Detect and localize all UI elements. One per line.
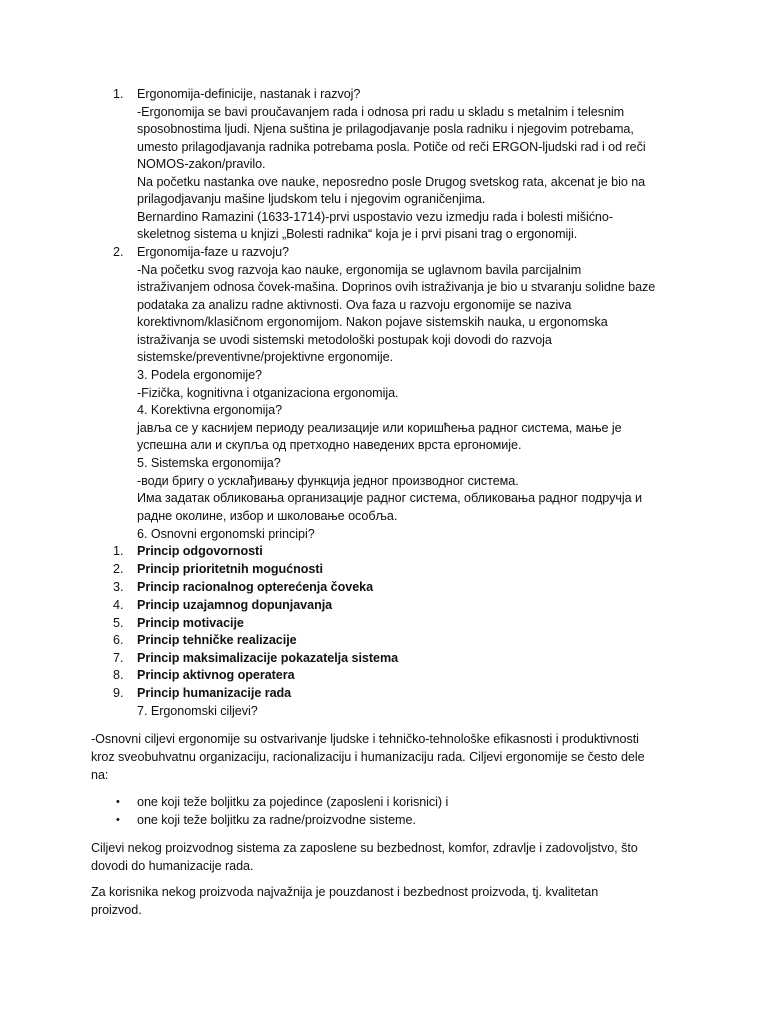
principle-item: Princip tehničke realizacije — [137, 633, 297, 647]
section2-line: istraživanja se uvodi sistemski metodološki postupak koji dovodi do razvoja — [137, 332, 552, 347]
principle-number: 9. — [113, 686, 124, 700]
principle-number: 7. — [113, 651, 124, 665]
section5-line: Има задатак обликовања организације радног система, обликовања радног подручја и — [137, 491, 642, 505]
principle-item: Princip maksimalizacije pokazatelja sistema — [137, 651, 399, 665]
section5-heading: 5. Sistemska ergonomija? — [137, 456, 281, 470]
principle-item: Princip motivacije — [137, 616, 244, 630]
principle-number: 8. — [113, 668, 124, 682]
section1-line: sposobnostima ljudi. Njena suština je prilagodjavanje posla radniku i njegovim potrebama, — [137, 122, 634, 136]
paragraph-line: dovodi do humanizacije rada. — [91, 859, 254, 873]
section1-line: -Ergonomija se bavi proučavanjem rada i odnosa pri radu u skladu s metalnim i telesnim — [137, 104, 625, 119]
section2-heading: Ergonomija-faze u razvoju? — [137, 245, 290, 259]
section2-line: sistemske/preventivne/projektivne ergonomije. — [137, 350, 394, 364]
section4-line: јавља се у каснијем периоду реализације или коришћења радног система, мање је — [137, 420, 622, 435]
bullet-dot: • — [116, 796, 120, 808]
section2-line: korektivnom/klasičnom ergonomijom. Nakon pojave sistemskih nauka, u ergonomska — [137, 315, 608, 329]
section1-line: skeletnog sistema u knjizi „Bolesti radnika“ koja je i prvi pisani trag o ergonomiji. — [137, 227, 578, 241]
section5-line: -води бригу о усклађивању функција једног производног система. — [137, 473, 519, 488]
section1-line: Na početku nastanka ove nauke, neposredno posle Drugog svetskog rata, akcenat je bio na — [137, 174, 646, 189]
section6-heading: 6. Osnovni ergonomski principi? — [137, 527, 315, 541]
principle-item: Princip odgovornosti — [137, 544, 263, 558]
section2-line: istraživanjem odnosa čovek-mašina. Doprinos ovih istraživanja je bio u stvaranju solidne baze — [137, 280, 656, 294]
section1-heading: Ergonomija-definicije, nastanak i razvoj? — [137, 87, 361, 101]
principle-number: 1. — [113, 544, 124, 558]
paragraph-line: proizvod. — [91, 903, 142, 917]
principle-item: Princip aktivnog operatera — [137, 668, 295, 682]
paragraph-line: Ciljevi nekog proizvodnog sistema za zaposlene su bezbednost, komfor, zdravlje i zadovoljstvo, što — [91, 841, 638, 855]
principle-item: Princip racionalnog opterećenja čoveka — [137, 580, 374, 594]
section1-line: NOMOS-zakon/pravilo. — [137, 157, 266, 171]
principle-item: Princip humanizacije rada — [137, 686, 292, 700]
section4-heading: 4. Korektivna ergonomija? — [137, 403, 283, 417]
section1-line: prilagodjavanju mašine ljudskom telu i njegovim ograničenjima. — [137, 192, 486, 206]
bullet-item: one koji teže boljitku za pojedince (zaposleni i korisnici) i — [137, 795, 449, 809]
section1-number: 1. — [113, 87, 124, 101]
section5-line: радне околине, избор и школовање особља. — [137, 508, 398, 523]
paragraph-line: Za korisnika nekog proizvoda najvažnija je pouzdanost i bezbednost proizvoda, tj. kvalitetan — [91, 885, 599, 899]
principle-item: Princip uzajamnog dopunjavanja — [137, 598, 333, 612]
section3-heading: 3. Podela ergonomije? — [137, 368, 262, 382]
principle-number: 3. — [113, 580, 124, 594]
bullet-dot: • — [116, 814, 120, 826]
section7-intro-line: na: — [91, 768, 109, 782]
principle-item: Princip prioritetnih mogućnosti — [137, 562, 323, 576]
section7-intro-line: -Osnovni ciljevi ergonomije su ostvarivanje ljudske i tehničko-tehnološke efikasnosti i produktivnosti — [91, 732, 639, 746]
section1-line: Bernardino Ramazini (1633-1714)-prvi uspostavio vezu izmedju rada i bolesti mišićno- — [137, 209, 613, 224]
bullet-item: one koji teže boljitku za radne/proizvodne sisteme. — [137, 813, 416, 827]
section2-line: podataka za analizu radne aktivnosti. Ova faza u razvoju ergonomije se naziva — [137, 297, 572, 312]
section2-line: -Na početku svog razvoja kao nauke, ergonomija se uglavnom bavila parcijalnim — [137, 262, 582, 277]
section4-line: успешна али и скупља од претходно наведених врста ергономије. — [137, 438, 522, 452]
section7-intro-line: kroz sveobuhvatnu organizaciju, racionalizaciju i humanizaciju rada. Ciljevi ergonomije se često dele — [91, 750, 645, 764]
section2-number: 2. — [113, 245, 124, 259]
principle-number: 5. — [113, 616, 124, 630]
section1-line: umesto prilagodjavanja radnika potrebama posla. Potiče od reči ERGON-ljudski rad i od reči — [137, 139, 646, 154]
principle-number: 6. — [113, 633, 124, 647]
section7-heading: 7. Ergonomski ciljevi? — [137, 704, 258, 718]
principle-number: 4. — [113, 598, 124, 612]
section3-line: -Fizička, kognitivna i otganizaciona ergonomija. — [137, 385, 399, 400]
principle-number: 2. — [113, 562, 124, 576]
